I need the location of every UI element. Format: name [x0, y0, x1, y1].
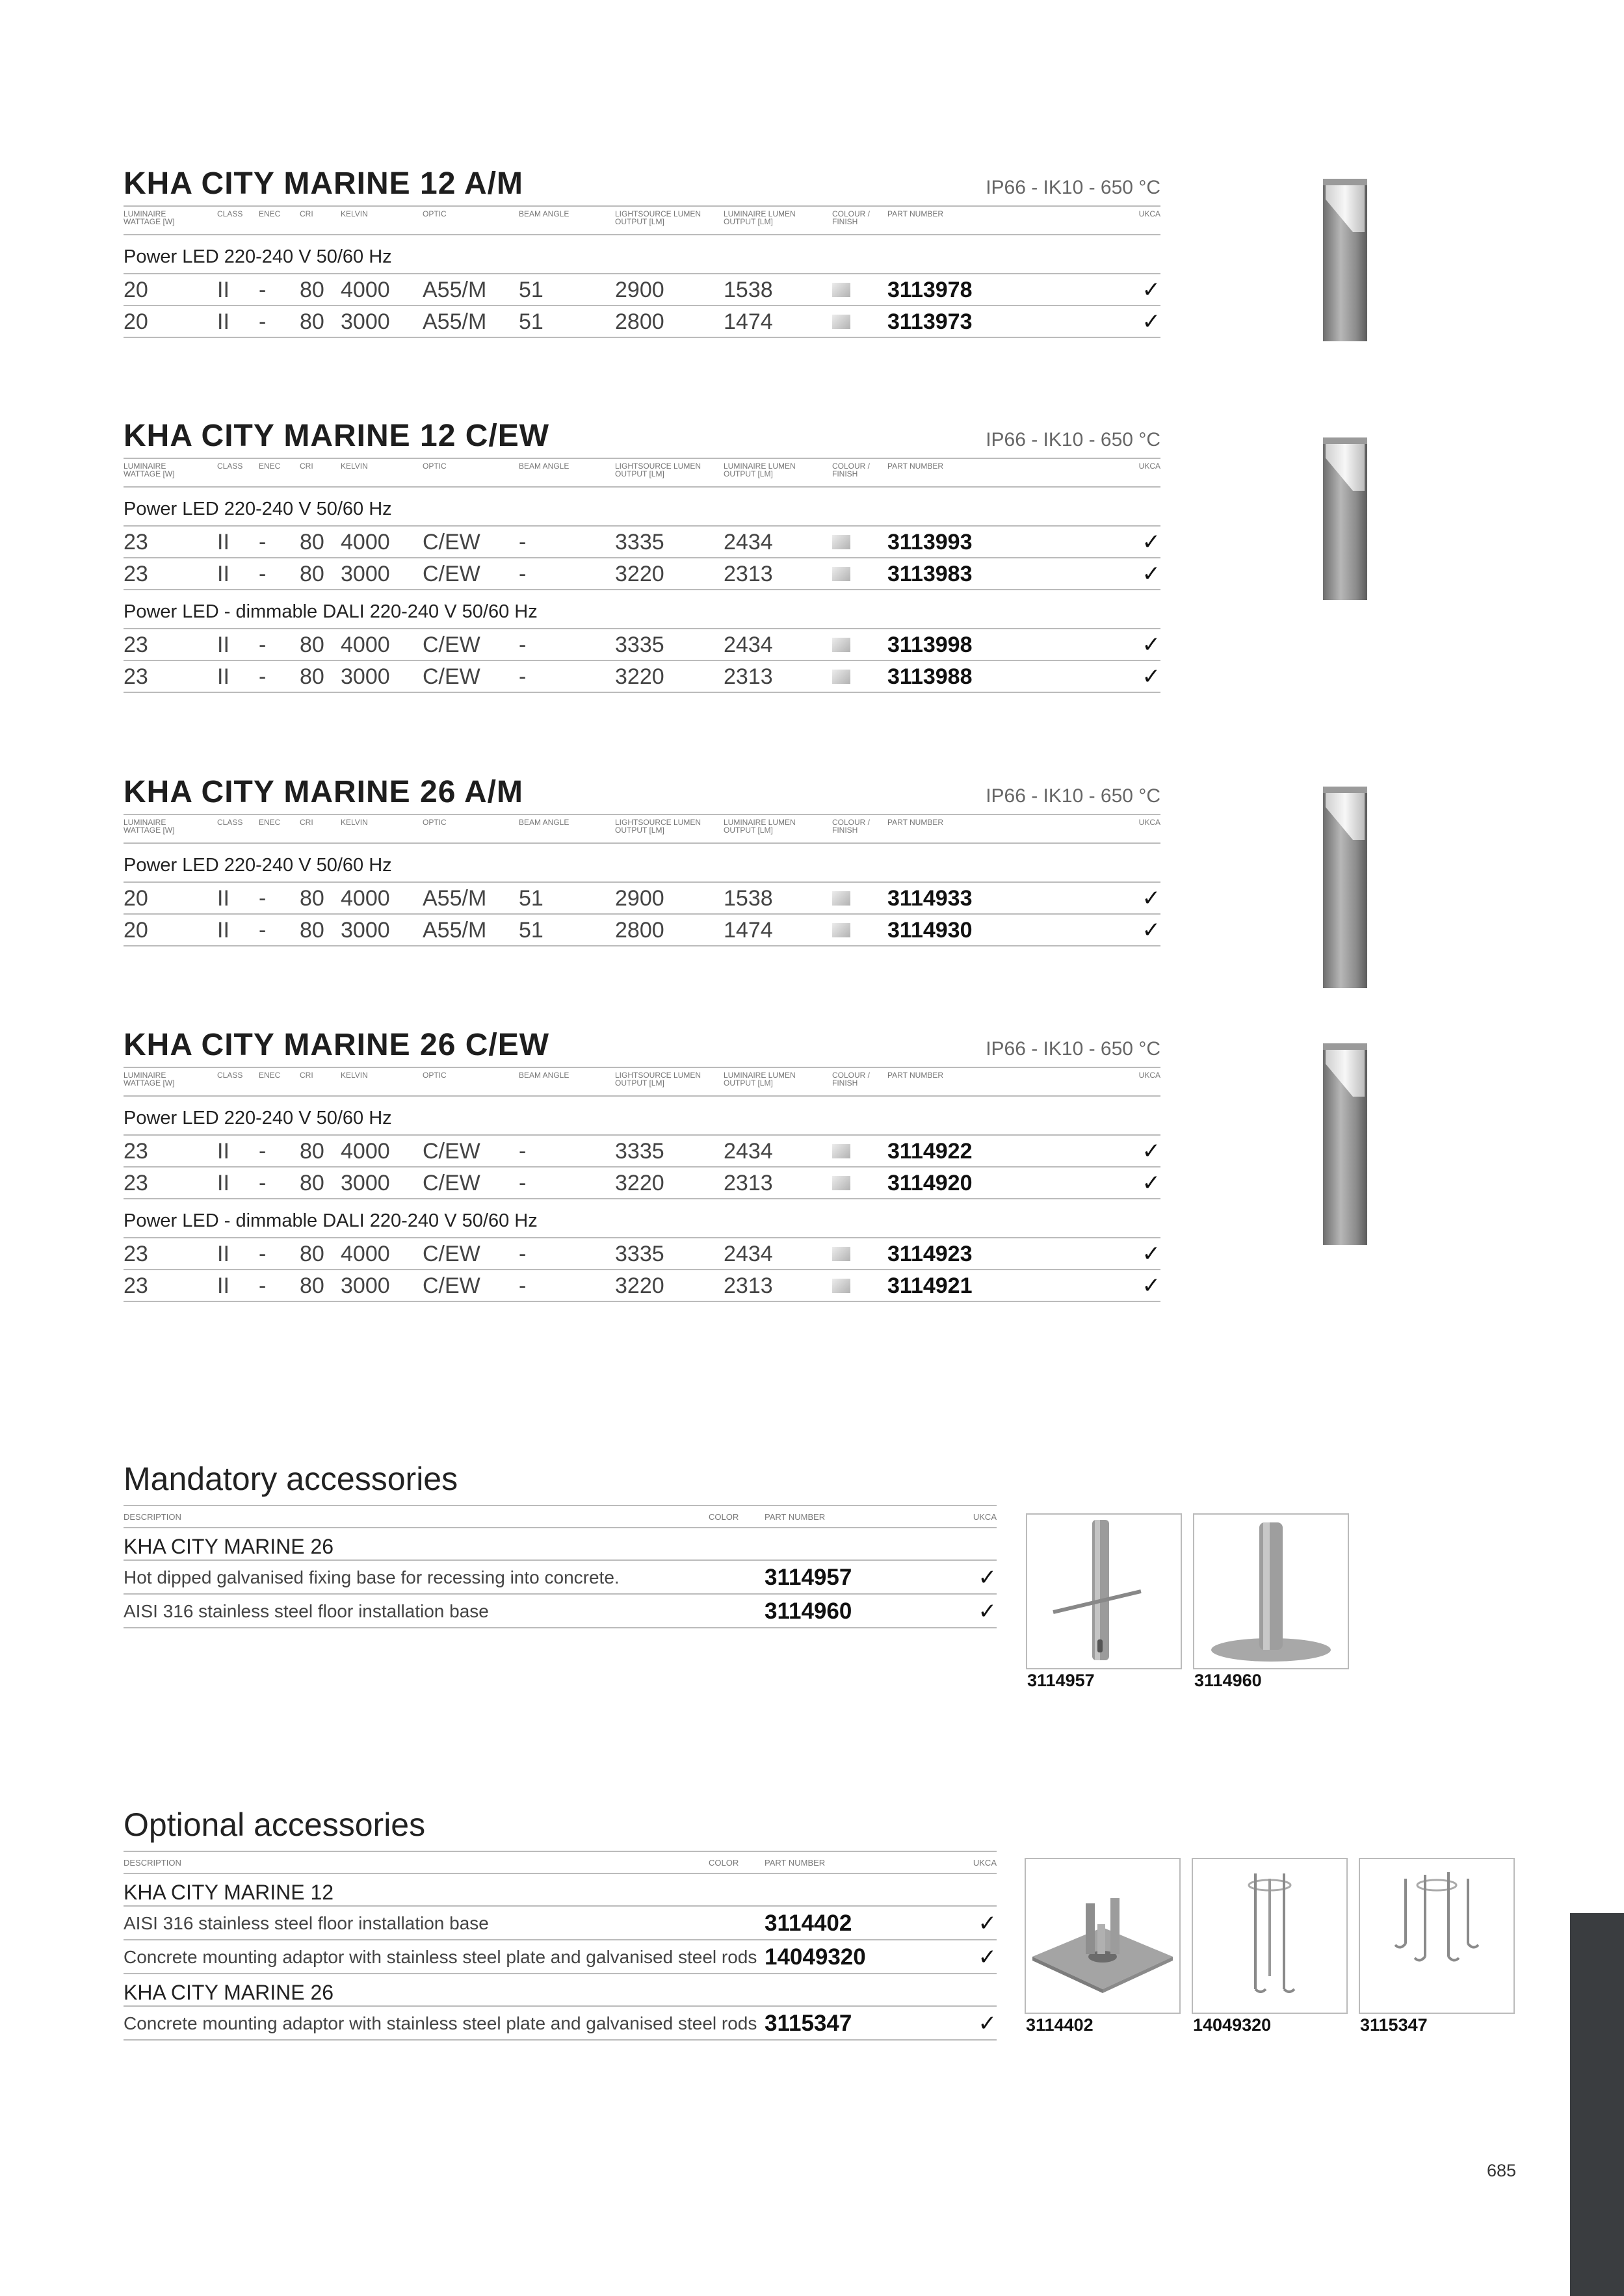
cell-beam: - — [519, 1171, 527, 1195]
cell-lum-lumen: 2434 — [724, 1139, 773, 1164]
cell-optic: C/EW — [423, 562, 480, 586]
header-part: PART NUMBER — [765, 1858, 826, 1868]
colour-swatch — [832, 315, 850, 329]
header-class: CLASS — [217, 818, 243, 827]
header-beam: BEAM ANGLE — [519, 462, 570, 471]
cell-lum-lumen: 2434 — [724, 530, 773, 554]
header-lum-lumen: LUMINAIRE LUMEN OUTPUT [LM] — [724, 209, 796, 226]
group-label: KHA CITY MARINE 26 — [124, 1528, 997, 1561]
accessory-image — [1192, 1858, 1348, 2014]
cell-optic: C/EW — [423, 1273, 480, 1298]
header-optic: OPTIC — [423, 818, 447, 827]
check-icon: ✓ — [1142, 278, 1160, 302]
cell-lum-lumen: 1474 — [724, 918, 773, 943]
accessory-image-label: 14049320 — [1193, 2015, 1272, 2035]
header-ukca: UKCA — [1138, 818, 1160, 827]
header-beam: BEAM ANGLE — [519, 209, 570, 218]
cell-description: Concrete mounting adaptor with stainless steel plate and galvanised steel rods — [124, 2013, 757, 2033]
product-rating: IP66 - IK10 - 650 °C — [986, 177, 1160, 198]
colour-swatch — [832, 535, 850, 549]
section-title: Optional accessories — [124, 1807, 426, 1843]
header-cri: CRI — [300, 1071, 313, 1080]
cell-lum-lumen: 2313 — [724, 1273, 773, 1298]
product-title-row — [124, 163, 1160, 205]
check-icon: ✓ — [1142, 309, 1160, 334]
product-title: KHA CITY MARINE 12 A/M — [124, 166, 523, 201]
cell-part-number: 3113998 — [887, 633, 973, 657]
cell-beam: 51 — [519, 309, 544, 334]
product-section — [124, 771, 1160, 946]
cell-class: II — [217, 309, 229, 334]
cell-enec: - — [259, 1171, 267, 1195]
header-wattage: LUMINAIRE WATTAGE [W] — [124, 1071, 175, 1088]
header-colour: COLOUR / FINISH — [832, 209, 871, 226]
luminaire-image — [1323, 787, 1367, 988]
cell-beam: - — [519, 633, 527, 657]
header-description: DESCRIPTION — [124, 1858, 181, 1868]
group-label: Power LED - dimmable DALI 220-240 V 50/60 Hz — [124, 590, 1160, 629]
cell-class: II — [217, 633, 229, 657]
header-lum-lumen: LUMINAIRE LUMEN OUTPUT [LM] — [724, 818, 796, 835]
check-icon: ✓ — [1142, 886, 1160, 911]
page-number: 685 — [1487, 2161, 1517, 2180]
accessory-image-label: 3114960 — [1194, 1671, 1262, 1690]
cell-wattage: 23 — [124, 664, 148, 689]
header-wattage: LUMINAIRE WATTAGE [W] — [124, 462, 175, 478]
cell-optic: A55/M — [423, 886, 487, 911]
cell-wattage: 23 — [124, 1171, 148, 1195]
header-colour: COLOUR / FINISH — [832, 818, 871, 835]
cell-kelvin: 4000 — [341, 1139, 390, 1164]
table-row — [124, 883, 1160, 915]
cell-beam: - — [519, 664, 527, 689]
header-beam: BEAM ANGLE — [519, 1071, 570, 1080]
check-icon: ✓ — [1142, 1139, 1160, 1164]
cell-wattage: 20 — [124, 278, 148, 302]
mounting-rods-icon — [1360, 1859, 1513, 2013]
header-color: COLOR — [709, 1512, 739, 1522]
table-row — [124, 2007, 997, 2041]
cell-ls-lumen: 3220 — [615, 562, 664, 586]
header-kelvin: KELVIN — [341, 1071, 368, 1080]
group-label: KHA CITY MARINE 12 — [124, 1874, 997, 1907]
cell-part-number: 3114960 — [765, 1598, 852, 1624]
luminaire-image — [1323, 179, 1367, 341]
table-row — [124, 1595, 997, 1628]
cell-kelvin: 3000 — [341, 1171, 390, 1195]
cell-enec: - — [259, 562, 267, 586]
colour-swatch — [832, 1279, 850, 1293]
cell-part-number: 14049320 — [765, 1944, 866, 1970]
cell-kelvin: 3000 — [341, 309, 390, 334]
product-title: KHA CITY MARINE 26 A/M — [124, 775, 523, 809]
cell-cri: 80 — [300, 664, 324, 689]
cell-ls-lumen: 3220 — [615, 664, 664, 689]
cell-beam: - — [519, 1242, 527, 1266]
table-row — [124, 1907, 997, 1940]
header-class: CLASS — [217, 1071, 243, 1080]
header-kelvin: KELVIN — [341, 818, 368, 827]
cell-part-number: 3114922 — [887, 1139, 973, 1164]
header-part: PART NUMBER — [765, 1512, 826, 1522]
cell-lum-lumen: 2434 — [724, 633, 773, 657]
cell-kelvin: 4000 — [341, 530, 390, 554]
header-cri: CRI — [300, 818, 313, 827]
table-row — [124, 306, 1160, 338]
header-part: PART NUMBER — [887, 209, 944, 218]
check-icon: ✓ — [978, 1599, 997, 1624]
cell-part-number: 3114921 — [887, 1273, 973, 1298]
cell-ls-lumen: 2900 — [615, 278, 664, 302]
cell-cri: 80 — [300, 1139, 324, 1164]
colour-swatch — [832, 670, 850, 684]
header-kelvin: KELVIN — [341, 462, 368, 471]
check-icon: ✓ — [1142, 918, 1160, 943]
check-icon: ✓ — [978, 2011, 997, 2036]
cell-part-number: 3113983 — [887, 562, 973, 586]
table-row — [124, 527, 1160, 558]
colour-swatch — [832, 638, 850, 652]
table-header — [124, 458, 1160, 488]
check-icon: ✓ — [1142, 530, 1160, 554]
table-header — [124, 1067, 1160, 1097]
cell-beam: - — [519, 1139, 527, 1164]
cell-wattage: 20 — [124, 886, 148, 911]
product-title: KHA CITY MARINE 12 C/EW — [124, 419, 550, 453]
header-ukca: UKCA — [1138, 462, 1160, 471]
cell-cri: 80 — [300, 886, 324, 911]
colour-swatch — [832, 1176, 850, 1190]
header-ls-lumen: LIGHTSOURCE LUMEN OUTPUT [LM] — [615, 209, 701, 226]
cell-part-number: 3115347 — [765, 2011, 852, 2036]
header-part: PART NUMBER — [887, 462, 944, 471]
table-row — [124, 274, 1160, 306]
cell-beam: - — [519, 530, 527, 554]
luminaire-image — [1323, 437, 1367, 600]
header-class: CLASS — [217, 209, 243, 218]
colour-swatch — [832, 1247, 850, 1261]
product-section — [124, 163, 1160, 338]
cell-kelvin: 4000 — [341, 886, 390, 911]
header-colour: COLOUR / FINISH — [832, 462, 871, 478]
cell-optic: C/EW — [423, 1171, 480, 1195]
header-ls-lumen: LIGHTSOURCE LUMEN OUTPUT [LM] — [615, 462, 701, 478]
group-label: Power LED 220-240 V 50/60 Hz — [124, 844, 1160, 883]
cell-optic: C/EW — [423, 530, 480, 554]
header-lum-lumen: LUMINAIRE LUMEN OUTPUT [LM] — [724, 462, 796, 478]
cell-wattage: 23 — [124, 562, 148, 586]
header-color: COLOR — [709, 1858, 739, 1868]
cell-optic: C/EW — [423, 1139, 480, 1164]
colour-swatch — [832, 923, 850, 937]
product-section — [124, 415, 1160, 693]
cell-lum-lumen: 2313 — [724, 562, 773, 586]
group-label: Power LED - dimmable DALI 220-240 V 50/60 Hz — [124, 1199, 1160, 1238]
header-enec: ENEC — [259, 818, 281, 827]
cell-cri: 80 — [300, 530, 324, 554]
cell-cri: 80 — [300, 278, 324, 302]
cell-lum-lumen: 1538 — [724, 886, 773, 911]
table-row — [124, 915, 1160, 946]
group-label: KHA CITY MARINE 26 — [124, 1974, 997, 2007]
cell-optic: C/EW — [423, 664, 480, 689]
cell-optic: A55/M — [423, 918, 487, 943]
cell-part-number: 3114920 — [887, 1171, 973, 1195]
header-ukca: UKCA — [1138, 1071, 1160, 1080]
cell-ls-lumen: 3220 — [615, 1273, 664, 1298]
cell-ls-lumen: 2800 — [615, 309, 664, 334]
cell-class: II — [217, 1139, 229, 1164]
header-ls-lumen: LIGHTSOURCE LUMEN OUTPUT [LM] — [615, 818, 701, 835]
table-row — [124, 558, 1160, 590]
cell-enec: - — [259, 278, 267, 302]
check-icon: ✓ — [1142, 1242, 1160, 1266]
cell-wattage: 20 — [124, 918, 148, 943]
cell-enec: - — [259, 886, 267, 911]
cell-wattage: 23 — [124, 530, 148, 554]
colour-swatch — [832, 283, 850, 297]
cell-beam: 51 — [519, 918, 544, 943]
header-beam: BEAM ANGLE — [519, 818, 570, 827]
cell-description: AISI 316 stainless steel floor installation base — [124, 1601, 489, 1621]
cell-description: Concrete mounting adaptor with stainless steel plate and galvanised steel rods — [124, 1947, 757, 1967]
cell-kelvin: 3000 — [341, 1273, 390, 1298]
cell-optic: A55/M — [423, 278, 487, 302]
cell-lum-lumen: 2434 — [724, 1242, 773, 1266]
cell-part-number: 3114923 — [887, 1242, 973, 1266]
cell-class: II — [217, 664, 229, 689]
header-enec: ENEC — [259, 1071, 281, 1080]
cell-enec: - — [259, 918, 267, 943]
table-header — [124, 814, 1160, 844]
table-row — [124, 629, 1160, 661]
colour-swatch — [832, 1144, 850, 1158]
accessory-image — [1359, 1858, 1515, 2014]
cell-beam: - — [519, 1273, 527, 1298]
accessory-image — [1025, 1858, 1181, 2014]
cell-beam: 51 — [519, 278, 544, 302]
cell-cri: 80 — [300, 918, 324, 943]
cell-lum-lumen: 2313 — [724, 664, 773, 689]
cell-description: Hot dipped galvanised fixing base for recessing into concrete. — [124, 1567, 620, 1587]
check-icon: ✓ — [1142, 633, 1160, 657]
product-title: KHA CITY MARINE 26 C/EW — [124, 1028, 550, 1062]
cell-lum-lumen: 1538 — [724, 278, 773, 302]
header-wattage: LUMINAIRE WATTAGE [W] — [124, 209, 175, 226]
cell-beam: 51 — [519, 886, 544, 911]
cell-wattage: 23 — [124, 1273, 148, 1298]
cell-class: II — [217, 1171, 229, 1195]
table-header — [124, 1851, 997, 1874]
cell-part-number: 3114402 — [765, 1911, 852, 1936]
luminaire-image — [1323, 1043, 1367, 1245]
cell-kelvin: 3000 — [341, 664, 390, 689]
cell-description: AISI 316 stainless steel floor installation base — [124, 1913, 489, 1933]
floor-base-icon — [1194, 1515, 1348, 1668]
cell-enec: - — [259, 664, 267, 689]
mounting-rods-icon — [1193, 1859, 1346, 2013]
cell-enec: - — [259, 1242, 267, 1266]
product-rating: IP66 - IK10 - 650 °C — [986, 429, 1160, 450]
cell-class: II — [217, 918, 229, 943]
header-part: PART NUMBER — [887, 1071, 944, 1080]
header-optic: OPTIC — [423, 1071, 447, 1080]
cell-wattage: 23 — [124, 1139, 148, 1164]
cell-wattage: 23 — [124, 1242, 148, 1266]
header-lum-lumen: LUMINAIRE LUMEN OUTPUT [LM] — [724, 1071, 796, 1088]
check-icon: ✓ — [1142, 1273, 1160, 1298]
header-optic: OPTIC — [423, 462, 447, 471]
cell-part-number: 3114930 — [887, 918, 973, 943]
cell-ls-lumen: 3220 — [615, 1171, 664, 1195]
table-row — [124, 1168, 1160, 1199]
cell-lum-lumen: 2313 — [724, 1171, 773, 1195]
cell-part-number: 3114957 — [765, 1565, 852, 1590]
table-row — [124, 1561, 997, 1595]
header-cri: CRI — [300, 209, 313, 218]
cell-cri: 80 — [300, 1242, 324, 1266]
side-tab — [1570, 1913, 1624, 2296]
header-ukca: UKCA — [1138, 209, 1160, 218]
cell-class: II — [217, 562, 229, 586]
cell-class: II — [217, 1273, 229, 1298]
header-ukca: UKCA — [973, 1858, 997, 1868]
cell-wattage: 23 — [124, 633, 148, 657]
cell-cri: 80 — [300, 1273, 324, 1298]
header-cri: CRI — [300, 462, 313, 471]
product-title-row — [124, 415, 1160, 458]
cell-optic: C/EW — [423, 633, 480, 657]
product-section — [124, 1024, 1160, 1302]
cell-ls-lumen: 3335 — [615, 530, 664, 554]
product-rating: IP66 - IK10 - 650 °C — [986, 1038, 1160, 1060]
table-row — [124, 1136, 1160, 1168]
cell-ls-lumen: 2900 — [615, 886, 664, 911]
section-title: Mandatory accessories — [124, 1461, 458, 1497]
header-enec: ENEC — [259, 209, 281, 218]
cell-class: II — [217, 530, 229, 554]
cell-ls-lumen: 3335 — [615, 1139, 664, 1164]
header-kelvin: KELVIN — [341, 209, 368, 218]
product-title-row — [124, 771, 1160, 814]
check-icon: ✓ — [978, 1945, 997, 1970]
check-icon: ✓ — [978, 1565, 997, 1590]
cell-cri: 80 — [300, 633, 324, 657]
colour-swatch — [832, 891, 850, 906]
cell-ls-lumen: 2800 — [615, 918, 664, 943]
table-row — [124, 1270, 1160, 1302]
cell-ls-lumen: 3335 — [615, 1242, 664, 1266]
group-label: Power LED 220-240 V 50/60 Hz — [124, 235, 1160, 274]
header-description: DESCRIPTION — [124, 1512, 181, 1522]
mandatory-accessories — [124, 1459, 997, 1628]
cell-part-number: 3113978 — [887, 278, 973, 302]
check-icon: ✓ — [1142, 1171, 1160, 1195]
table-row — [124, 1940, 997, 1974]
table-row — [124, 1238, 1160, 1270]
cell-part-number: 3113988 — [887, 664, 973, 689]
cell-ls-lumen: 3335 — [615, 633, 664, 657]
header-enec: ENEC — [259, 462, 281, 471]
cell-optic: A55/M — [423, 309, 487, 334]
table-header — [124, 1505, 997, 1528]
cell-kelvin: 3000 — [341, 918, 390, 943]
check-icon: ✓ — [1142, 664, 1160, 689]
check-icon: ✓ — [978, 1911, 997, 1936]
check-icon: ✓ — [1142, 562, 1160, 586]
cell-wattage: 20 — [124, 309, 148, 334]
table-header — [124, 205, 1160, 235]
group-label: Power LED 220-240 V 50/60 Hz — [124, 1097, 1160, 1136]
header-wattage: LUMINAIRE WATTAGE [W] — [124, 818, 175, 835]
header-part: PART NUMBER — [887, 818, 944, 827]
accessory-image — [1026, 1513, 1182, 1669]
cell-kelvin: 4000 — [341, 278, 390, 302]
colour-swatch — [832, 567, 850, 581]
optional-accessories — [124, 1805, 997, 2041]
cell-part-number: 3114933 — [887, 886, 973, 911]
cell-enec: - — [259, 1139, 267, 1164]
cell-lum-lumen: 1474 — [724, 309, 773, 334]
accessory-image — [1193, 1513, 1349, 1669]
cell-enec: - — [259, 1273, 267, 1298]
cell-class: II — [217, 1242, 229, 1266]
cell-part-number: 3113993 — [887, 530, 973, 554]
header-ukca: UKCA — [973, 1512, 997, 1522]
header-optic: OPTIC — [423, 209, 447, 218]
cell-beam: - — [519, 562, 527, 586]
accessory-image-label: 3114402 — [1026, 2015, 1094, 2035]
product-rating: IP66 - IK10 - 650 °C — [986, 785, 1160, 807]
cell-cri: 80 — [300, 309, 324, 334]
cell-enec: - — [259, 530, 267, 554]
table-row — [124, 661, 1160, 693]
cell-class: II — [217, 886, 229, 911]
cell-class: II — [217, 278, 229, 302]
header-colour: COLOUR / FINISH — [832, 1071, 871, 1088]
cell-enec: - — [259, 309, 267, 334]
accessory-image-label: 3115347 — [1360, 2015, 1428, 2035]
fixing-base-icon — [1027, 1515, 1181, 1668]
cell-cri: 80 — [300, 562, 324, 586]
product-title-row — [124, 1024, 1160, 1067]
accessory-image-label: 3114957 — [1027, 1671, 1095, 1690]
floor-plate-icon — [1026, 1859, 1179, 2013]
cell-kelvin: 4000 — [341, 1242, 390, 1266]
cell-enec: - — [259, 633, 267, 657]
cell-kelvin: 3000 — [341, 562, 390, 586]
header-class: CLASS — [217, 462, 243, 471]
header-ls-lumen: LIGHTSOURCE LUMEN OUTPUT [LM] — [615, 1071, 701, 1088]
cell-part-number: 3113973 — [887, 309, 973, 334]
cell-optic: C/EW — [423, 1242, 480, 1266]
group-label: Power LED 220-240 V 50/60 Hz — [124, 488, 1160, 527]
cell-kelvin: 4000 — [341, 633, 390, 657]
cell-cri: 80 — [300, 1171, 324, 1195]
